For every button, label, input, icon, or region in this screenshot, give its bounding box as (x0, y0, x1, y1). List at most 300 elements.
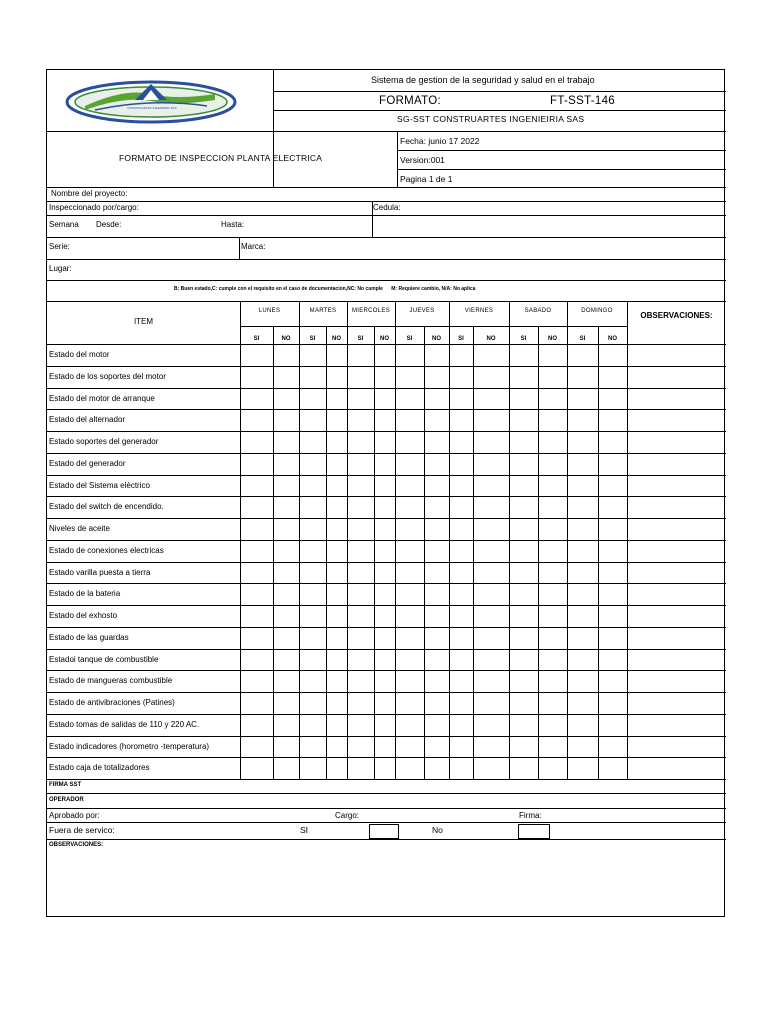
check-cell[interactable] (300, 715, 326, 736)
check-cell[interactable] (300, 650, 326, 671)
check-cell[interactable] (327, 584, 347, 605)
check-cell[interactable] (510, 606, 538, 627)
check-cell[interactable] (568, 628, 598, 649)
check-cell[interactable] (274, 432, 299, 453)
check-cell[interactable] (396, 432, 424, 453)
check-cell[interactable] (510, 345, 538, 366)
check-cell[interactable] (375, 606, 395, 627)
check-cell[interactable] (241, 693, 273, 714)
check-cell[interactable] (241, 497, 273, 518)
check-cell[interactable] (396, 584, 424, 605)
check-cell[interactable] (568, 389, 598, 410)
check-cell[interactable] (450, 584, 473, 605)
check-cell[interactable] (568, 737, 598, 758)
row-observation-cell[interactable] (628, 454, 725, 475)
check-cell[interactable] (474, 671, 509, 692)
check-cell[interactable] (300, 628, 326, 649)
check-cell[interactable] (327, 541, 347, 562)
check-cell[interactable] (450, 476, 473, 497)
check-cell[interactable] (510, 410, 538, 431)
row-observation-cell[interactable] (628, 367, 725, 388)
check-cell[interactable] (274, 367, 299, 388)
check-cell[interactable] (510, 584, 538, 605)
check-cell[interactable] (510, 563, 538, 584)
check-cell[interactable] (510, 454, 538, 475)
check-cell[interactable] (450, 432, 473, 453)
check-cell[interactable] (348, 432, 374, 453)
check-cell[interactable] (396, 650, 424, 671)
check-cell[interactable] (241, 737, 273, 758)
check-cell[interactable] (510, 389, 538, 410)
check-cell[interactable] (599, 563, 627, 584)
check-cell[interactable] (539, 693, 567, 714)
row-observation-cell[interactable] (628, 737, 725, 758)
check-cell[interactable] (396, 563, 424, 584)
check-cell[interactable] (510, 432, 538, 453)
check-cell[interactable] (599, 650, 627, 671)
check-cell[interactable] (510, 367, 538, 388)
check-cell[interactable] (450, 410, 473, 431)
check-cell[interactable] (348, 715, 374, 736)
check-cell[interactable] (375, 693, 395, 714)
check-cell[interactable] (474, 541, 509, 562)
check-cell[interactable] (539, 367, 567, 388)
check-cell[interactable] (375, 758, 395, 779)
check-cell[interactable] (348, 563, 374, 584)
check-cell[interactable] (375, 671, 395, 692)
check-cell[interactable] (450, 606, 473, 627)
check-cell[interactable] (241, 758, 273, 779)
check-cell[interactable] (348, 519, 374, 540)
check-cell[interactable] (425, 345, 449, 366)
check-cell[interactable] (327, 650, 347, 671)
check-cell[interactable] (474, 519, 509, 540)
check-cell[interactable] (599, 606, 627, 627)
check-cell[interactable] (510, 737, 538, 758)
row-observation-cell[interactable] (628, 758, 725, 779)
check-cell[interactable] (450, 628, 473, 649)
check-cell[interactable] (274, 758, 299, 779)
check-cell[interactable] (274, 584, 299, 605)
check-cell[interactable] (348, 628, 374, 649)
row-observation-cell[interactable] (628, 563, 725, 584)
check-cell[interactable] (474, 606, 509, 627)
check-cell[interactable] (450, 367, 473, 388)
check-cell[interactable] (300, 476, 326, 497)
check-cell[interactable] (599, 476, 627, 497)
check-cell[interactable] (274, 671, 299, 692)
check-cell[interactable] (396, 345, 424, 366)
check-cell[interactable] (539, 476, 567, 497)
check-cell[interactable] (396, 541, 424, 562)
check-cell[interactable] (241, 345, 273, 366)
check-cell[interactable] (348, 737, 374, 758)
check-cell[interactable] (510, 693, 538, 714)
check-cell[interactable] (327, 389, 347, 410)
check-cell[interactable] (539, 432, 567, 453)
check-cell[interactable] (599, 432, 627, 453)
check-cell[interactable] (510, 650, 538, 671)
check-cell[interactable] (474, 389, 509, 410)
check-cell[interactable] (327, 606, 347, 627)
check-cell[interactable] (375, 584, 395, 605)
row-observation-cell[interactable] (628, 497, 725, 518)
check-cell[interactable] (327, 715, 347, 736)
check-cell[interactable] (327, 737, 347, 758)
check-cell[interactable] (425, 454, 449, 475)
check-cell[interactable] (568, 497, 598, 518)
check-cell[interactable] (539, 650, 567, 671)
check-cell[interactable] (450, 737, 473, 758)
check-cell[interactable] (568, 584, 598, 605)
check-cell[interactable] (274, 389, 299, 410)
check-cell[interactable] (450, 519, 473, 540)
check-cell[interactable] (568, 563, 598, 584)
check-cell[interactable] (599, 541, 627, 562)
check-cell[interactable] (274, 345, 299, 366)
check-cell[interactable] (568, 650, 598, 671)
row-observation-cell[interactable] (628, 628, 725, 649)
check-cell[interactable] (396, 367, 424, 388)
row-observation-cell[interactable] (628, 541, 725, 562)
row-observation-cell[interactable] (628, 715, 725, 736)
check-cell[interactable] (450, 389, 473, 410)
check-cell[interactable] (539, 345, 567, 366)
check-cell[interactable] (568, 345, 598, 366)
check-cell[interactable] (396, 671, 424, 692)
check-cell[interactable] (375, 410, 395, 431)
check-cell[interactable] (510, 476, 538, 497)
check-cell[interactable] (450, 650, 473, 671)
check-cell[interactable] (274, 628, 299, 649)
check-cell[interactable] (474, 497, 509, 518)
check-cell[interactable] (539, 671, 567, 692)
check-cell[interactable] (327, 476, 347, 497)
row-observation-cell[interactable] (628, 389, 725, 410)
check-cell[interactable] (474, 693, 509, 714)
check-cell[interactable] (375, 650, 395, 671)
check-cell[interactable] (599, 628, 627, 649)
check-cell[interactable] (568, 476, 598, 497)
check-cell[interactable] (450, 345, 473, 366)
check-cell[interactable] (539, 606, 567, 627)
check-cell[interactable] (375, 541, 395, 562)
check-cell[interactable] (274, 737, 299, 758)
row-observation-cell[interactable] (628, 476, 725, 497)
check-cell[interactable] (274, 497, 299, 518)
fuera-no-checkbox[interactable] (518, 824, 550, 839)
check-cell[interactable] (510, 628, 538, 649)
check-cell[interactable] (300, 563, 326, 584)
check-cell[interactable] (375, 454, 395, 475)
check-cell[interactable] (539, 737, 567, 758)
check-cell[interactable] (241, 650, 273, 671)
check-cell[interactable] (300, 345, 326, 366)
check-cell[interactable] (539, 410, 567, 431)
check-cell[interactable] (450, 563, 473, 584)
check-cell[interactable] (241, 584, 273, 605)
check-cell[interactable] (348, 671, 374, 692)
check-cell[interactable] (510, 671, 538, 692)
check-cell[interactable] (396, 737, 424, 758)
check-cell[interactable] (474, 454, 509, 475)
check-cell[interactable] (568, 693, 598, 714)
check-cell[interactable] (599, 671, 627, 692)
check-cell[interactable] (396, 693, 424, 714)
check-cell[interactable] (274, 476, 299, 497)
check-cell[interactable] (425, 476, 449, 497)
check-cell[interactable] (375, 563, 395, 584)
check-cell[interactable] (568, 410, 598, 431)
check-cell[interactable] (274, 410, 299, 431)
check-cell[interactable] (474, 563, 509, 584)
check-cell[interactable] (274, 693, 299, 714)
check-cell[interactable] (348, 410, 374, 431)
check-cell[interactable] (300, 693, 326, 714)
check-cell[interactable] (568, 671, 598, 692)
check-cell[interactable] (348, 606, 374, 627)
check-cell[interactable] (425, 758, 449, 779)
row-observation-cell[interactable] (628, 584, 725, 605)
check-cell[interactable] (425, 497, 449, 518)
check-cell[interactable] (568, 432, 598, 453)
check-cell[interactable] (568, 606, 598, 627)
check-cell[interactable] (274, 650, 299, 671)
observaciones-area[interactable] (47, 850, 726, 916)
check-cell[interactable] (425, 584, 449, 605)
check-cell[interactable] (599, 737, 627, 758)
check-cell[interactable] (241, 410, 273, 431)
check-cell[interactable] (599, 758, 627, 779)
check-cell[interactable] (300, 737, 326, 758)
check-cell[interactable] (425, 389, 449, 410)
check-cell[interactable] (327, 410, 347, 431)
check-cell[interactable] (241, 367, 273, 388)
check-cell[interactable] (568, 715, 598, 736)
check-cell[interactable] (300, 519, 326, 540)
row-observation-cell[interactable] (628, 606, 725, 627)
check-cell[interactable] (599, 497, 627, 518)
check-cell[interactable] (425, 432, 449, 453)
check-cell[interactable] (241, 628, 273, 649)
check-cell[interactable] (396, 519, 424, 540)
check-cell[interactable] (510, 519, 538, 540)
check-cell[interactable] (396, 497, 424, 518)
check-cell[interactable] (396, 410, 424, 431)
check-cell[interactable] (241, 541, 273, 562)
check-cell[interactable] (348, 476, 374, 497)
check-cell[interactable] (300, 410, 326, 431)
check-cell[interactable] (300, 389, 326, 410)
check-cell[interactable] (450, 454, 473, 475)
check-cell[interactable] (474, 367, 509, 388)
check-cell[interactable] (327, 563, 347, 584)
check-cell[interactable] (375, 497, 395, 518)
check-cell[interactable] (539, 519, 567, 540)
check-cell[interactable] (568, 541, 598, 562)
check-cell[interactable] (327, 519, 347, 540)
check-cell[interactable] (348, 650, 374, 671)
check-cell[interactable] (241, 671, 273, 692)
check-cell[interactable] (241, 476, 273, 497)
check-cell[interactable] (425, 671, 449, 692)
check-cell[interactable] (450, 758, 473, 779)
check-cell[interactable] (599, 584, 627, 605)
check-cell[interactable] (327, 432, 347, 453)
check-cell[interactable] (348, 497, 374, 518)
check-cell[interactable] (599, 519, 627, 540)
check-cell[interactable] (450, 541, 473, 562)
check-cell[interactable] (274, 541, 299, 562)
check-cell[interactable] (425, 606, 449, 627)
check-cell[interactable] (474, 650, 509, 671)
check-cell[interactable] (450, 715, 473, 736)
check-cell[interactable] (425, 563, 449, 584)
check-cell[interactable] (599, 715, 627, 736)
check-cell[interactable] (539, 389, 567, 410)
check-cell[interactable] (568, 519, 598, 540)
check-cell[interactable] (474, 410, 509, 431)
row-observation-cell[interactable] (628, 650, 725, 671)
check-cell[interactable] (396, 606, 424, 627)
check-cell[interactable] (300, 584, 326, 605)
check-cell[interactable] (450, 497, 473, 518)
check-cell[interactable] (375, 715, 395, 736)
row-observation-cell[interactable] (628, 519, 725, 540)
check-cell[interactable] (539, 584, 567, 605)
check-cell[interactable] (474, 476, 509, 497)
check-cell[interactable] (241, 606, 273, 627)
check-cell[interactable] (300, 497, 326, 518)
check-cell[interactable] (327, 497, 347, 518)
check-cell[interactable] (425, 693, 449, 714)
check-cell[interactable] (539, 715, 567, 736)
check-cell[interactable] (375, 389, 395, 410)
check-cell[interactable] (599, 367, 627, 388)
check-cell[interactable] (539, 497, 567, 518)
check-cell[interactable] (348, 584, 374, 605)
check-cell[interactable] (425, 715, 449, 736)
check-cell[interactable] (599, 693, 627, 714)
check-cell[interactable] (425, 737, 449, 758)
check-cell[interactable] (274, 715, 299, 736)
check-cell[interactable] (539, 628, 567, 649)
row-observation-cell[interactable] (628, 410, 725, 431)
check-cell[interactable] (510, 497, 538, 518)
check-cell[interactable] (375, 367, 395, 388)
check-cell[interactable] (348, 454, 374, 475)
check-cell[interactable] (241, 432, 273, 453)
row-observation-cell[interactable] (628, 345, 725, 366)
check-cell[interactable] (348, 758, 374, 779)
check-cell[interactable] (300, 606, 326, 627)
check-cell[interactable] (348, 541, 374, 562)
check-cell[interactable] (539, 541, 567, 562)
check-cell[interactable] (396, 454, 424, 475)
check-cell[interactable] (568, 367, 598, 388)
check-cell[interactable] (568, 454, 598, 475)
check-cell[interactable] (327, 628, 347, 649)
row-observation-cell[interactable] (628, 671, 725, 692)
check-cell[interactable] (327, 454, 347, 475)
check-cell[interactable] (474, 432, 509, 453)
check-cell[interactable] (396, 758, 424, 779)
check-cell[interactable] (348, 367, 374, 388)
check-cell[interactable] (327, 345, 347, 366)
check-cell[interactable] (510, 715, 538, 736)
check-cell[interactable] (474, 584, 509, 605)
check-cell[interactable] (425, 541, 449, 562)
check-cell[interactable] (274, 519, 299, 540)
check-cell[interactable] (241, 454, 273, 475)
check-cell[interactable] (241, 389, 273, 410)
check-cell[interactable] (539, 563, 567, 584)
check-cell[interactable] (348, 693, 374, 714)
check-cell[interactable] (274, 563, 299, 584)
check-cell[interactable] (396, 389, 424, 410)
check-cell[interactable] (599, 454, 627, 475)
check-cell[interactable] (474, 628, 509, 649)
check-cell[interactable] (300, 454, 326, 475)
check-cell[interactable] (425, 367, 449, 388)
check-cell[interactable] (425, 650, 449, 671)
check-cell[interactable] (474, 715, 509, 736)
check-cell[interactable] (274, 454, 299, 475)
check-cell[interactable] (300, 367, 326, 388)
check-cell[interactable] (300, 541, 326, 562)
check-cell[interactable] (396, 476, 424, 497)
check-cell[interactable] (425, 628, 449, 649)
check-cell[interactable] (241, 715, 273, 736)
check-cell[interactable] (599, 410, 627, 431)
check-cell[interactable] (510, 758, 538, 779)
check-cell[interactable] (599, 389, 627, 410)
check-cell[interactable] (425, 519, 449, 540)
check-cell[interactable] (327, 758, 347, 779)
check-cell[interactable] (327, 671, 347, 692)
check-cell[interactable] (568, 758, 598, 779)
check-cell[interactable] (327, 693, 347, 714)
check-cell[interactable] (396, 628, 424, 649)
check-cell[interactable] (274, 606, 299, 627)
check-cell[interactable] (348, 389, 374, 410)
check-cell[interactable] (539, 758, 567, 779)
check-cell[interactable] (375, 345, 395, 366)
check-cell[interactable] (474, 345, 509, 366)
row-observation-cell[interactable] (628, 693, 725, 714)
check-cell[interactable] (241, 519, 273, 540)
check-cell[interactable] (375, 628, 395, 649)
check-cell[interactable] (300, 758, 326, 779)
check-cell[interactable] (300, 671, 326, 692)
check-cell[interactable] (599, 345, 627, 366)
check-cell[interactable] (510, 541, 538, 562)
check-cell[interactable] (450, 671, 473, 692)
check-cell[interactable] (539, 454, 567, 475)
check-cell[interactable] (450, 693, 473, 714)
check-cell[interactable] (241, 563, 273, 584)
check-cell[interactable] (327, 367, 347, 388)
check-cell[interactable] (375, 432, 395, 453)
check-cell[interactable] (396, 715, 424, 736)
check-cell[interactable] (300, 432, 326, 453)
row-observation-cell[interactable] (628, 432, 725, 453)
check-cell[interactable] (425, 410, 449, 431)
check-cell[interactable] (348, 345, 374, 366)
fuera-si-checkbox[interactable] (369, 824, 399, 839)
check-cell[interactable] (474, 737, 509, 758)
check-cell[interactable] (375, 476, 395, 497)
